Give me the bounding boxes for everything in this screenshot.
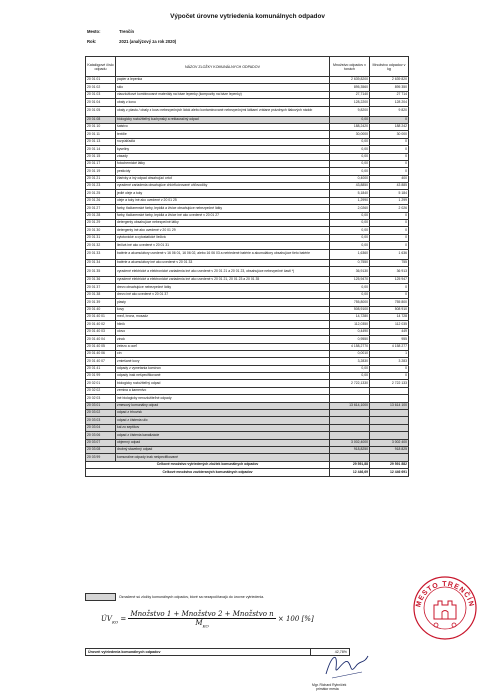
table-cell-code: 20 01 04 [86, 99, 116, 106]
formula-denominator: $M_{KO}$ [195, 619, 209, 629]
formula-rhs: × 100 [%] [277, 615, 314, 624]
table-cell-name: obaly z kovu [116, 99, 330, 106]
table-cell-kg: 0 [370, 365, 409, 372]
table-cell-name: pesticídy [116, 168, 330, 175]
table-cell-code: 20 01 03 [86, 91, 116, 98]
table-cell-tons: 3,2830 [330, 358, 370, 365]
table-cell-tons: 0,4000 [330, 175, 370, 182]
formula-lhs: $ÚV_{KO}$ = [101, 614, 129, 624]
table-cell-name: iné biologicky nerozložiteľné odpady [116, 395, 330, 402]
total-sorted-kg: 29 591 882 [370, 461, 409, 468]
table-cell-kg: 125 947 [370, 276, 409, 283]
table-cell-code: 20 01 19 [86, 168, 116, 175]
table-cell-kg: 0 [370, 212, 409, 219]
table-cell-name: objemný odpad [116, 439, 330, 446]
table-cell-tons: 0,4490 [330, 328, 370, 335]
col-header-tons: Množstvo odpadov v tonách [330, 57, 370, 77]
table-cell-name: drevo obsahujúce nebezpečné látky [116, 284, 330, 291]
table-cell-name: batérie a akumulátory iné ako uvedené v 20 01 33 [116, 259, 330, 266]
table-row [86, 116, 409, 123]
table-cell-name: šatstvo [116, 123, 330, 130]
table-cell-tons: 0,00 [330, 373, 370, 380]
table-cell-code: 20 03 99 [86, 454, 116, 461]
table-cell-tons [330, 387, 370, 394]
table-cell-code: 20 01 21 [86, 175, 116, 182]
table-row [86, 284, 409, 291]
table-cell-code: 20 01 02 [86, 84, 116, 91]
table-cell-tons: 4 158,2770 [330, 343, 370, 350]
table-cell-tons: 188,2420 [330, 123, 370, 130]
table-cell-name: odpad z čistenia kanalizácie [116, 432, 330, 439]
table-cell-name: meď, bronz, mosadz [116, 313, 330, 320]
table-cell-tons: 0,00 [330, 234, 370, 241]
table-cell-name: kovy [116, 306, 330, 313]
table-cell-kg: 755 [370, 259, 409, 266]
table-row [86, 84, 409, 91]
table-cell-tons: 125,9470 [330, 276, 370, 283]
table-cell-kg: 2 026 [370, 205, 409, 212]
table-cell-tons: 14,7280 [330, 313, 370, 320]
table-row [86, 266, 409, 276]
table-row [86, 306, 409, 313]
table-cell-kg [370, 417, 409, 424]
table-cell-name: biologicky rozložiteľný kuchynský a reštauračný odpad [116, 116, 330, 123]
result-label: Úroveň vytriedenia komunálnych odpadov [86, 649, 311, 656]
table-cell-code: 20 01 10 [86, 123, 116, 130]
table-cell-name: textílie [116, 131, 330, 138]
table-cell-name: detergenty obsahujúce nebezpečné látky [116, 220, 330, 227]
table-row [86, 183, 409, 190]
total-sorted-tons: 29 591,88 [330, 461, 370, 468]
table-row [86, 234, 409, 241]
table-cell-tons: 0,00 [330, 242, 370, 249]
table-cell-kg: 0 [370, 116, 409, 123]
table-cell-name: zmesový komunálny odpad [116, 402, 330, 409]
table-header-row [86, 57, 409, 77]
city-label: Mesto: [87, 29, 101, 34]
table-row [86, 328, 409, 335]
table-cell-kg: 1 636 [370, 249, 409, 259]
table-cell-name: jedlé oleje a tuky [116, 190, 330, 197]
table-row [86, 249, 409, 259]
table-cell-tons: 13 614,1000 [330, 402, 370, 409]
table-row [86, 259, 409, 266]
table-cell-code: 20 01 15 [86, 153, 116, 160]
table-row [86, 313, 409, 320]
table-cell-name: oleje a tuky iné ako uvedené v 20 01 25 [116, 197, 330, 204]
table-cell-name: zinok [116, 336, 330, 343]
table-row [86, 227, 409, 234]
shade-swatch [85, 593, 116, 601]
table-cell-code: 20 01 30 [86, 227, 116, 234]
table-row [86, 106, 409, 116]
table-cell-kg: 1 299 [370, 197, 409, 204]
table-cell-name: drobný stavebný odpad [116, 446, 330, 453]
table-cell-name: hliník [116, 321, 330, 328]
table-cell-code: 20 01 25 [86, 190, 116, 197]
table-cell-tons: 0,00 [330, 220, 370, 227]
table-cell-tons: 0,00 [330, 138, 370, 145]
table-cell-kg [370, 387, 409, 394]
table-row [86, 197, 409, 204]
year-value: 2021 (analýzový za rok 2020) [119, 39, 177, 44]
table-cell-tons: 918,8250 [330, 446, 370, 453]
table-cell-kg: 112 035 [370, 321, 409, 328]
table-cell-kg: 0 [370, 168, 409, 175]
table-cell-code: 20 01 34 [86, 259, 116, 266]
table-row [86, 373, 409, 380]
table-cell-kg: 0 [370, 220, 409, 227]
table-cell-kg: 755 800 [370, 299, 409, 306]
total-sorted-row [86, 461, 409, 468]
table-cell-code: 20 01 32 [86, 242, 116, 249]
table-row [86, 365, 409, 372]
table-cell-kg: 4 158 277 [370, 343, 409, 350]
table-cell-tons [330, 432, 370, 439]
formula-fraction [128, 610, 275, 628]
legend-note [85, 593, 408, 601]
table-cell-code: 20 01 37 [86, 284, 116, 291]
table-cell-code: 20 01 11 [86, 131, 116, 138]
table-cell-code: 20 01 40 04 [86, 336, 116, 343]
table-cell-tons [330, 395, 370, 402]
table-cell-kg: 400 [370, 175, 409, 182]
table-cell-tons: 2,0260 [330, 205, 370, 212]
table-cell-name: cín [116, 350, 330, 357]
table-cell-code: 20 03 06 [86, 432, 116, 439]
table-cell-code: 20 01 40 07 [86, 358, 116, 365]
table-row [86, 160, 409, 167]
table-row [86, 402, 409, 409]
col-header-code: Katalógové číslo odpadu [86, 57, 116, 77]
table-cell-tons: 9,8200 [330, 106, 370, 116]
table-cell-kg: 2 722 133 [370, 380, 409, 387]
table-cell-kg: 449 [370, 328, 409, 335]
signature [322, 648, 372, 682]
table-cell-kg: 13 614 100 [370, 402, 409, 409]
table-row [86, 190, 409, 197]
table-cell-kg: 0 [370, 227, 409, 234]
table-cell-code: 20 01 40 [86, 306, 116, 313]
table-cell-name: farby, tlačiarenské farby, lepidlá a živice iné ako uvedené v 20 01 27 [116, 212, 330, 219]
table-cell-name: cytotoxické a cytostatické liečivá [116, 234, 330, 241]
table-cell-kg [370, 454, 409, 461]
table-cell-code: 20 01 31 [86, 234, 116, 241]
table-cell-code: 20 01 40 03 [86, 328, 116, 335]
table-row [86, 410, 409, 417]
table-cell-name: farby, tlačiarenské farby, lepidlá a živice obsahujúce nebezpečné látky [116, 205, 330, 212]
table-cell-kg: 508 910 [370, 306, 409, 313]
table-cell-tons: 128,2200 [330, 99, 370, 106]
table-cell-code: 20 01 14 [86, 146, 116, 153]
year-label: Rok: [87, 39, 97, 44]
table-cell-name: plasty [116, 299, 330, 306]
table-row [86, 212, 409, 219]
table-cell-tons: 3 002,4000 [330, 439, 370, 446]
table-cell-code: 20 03 01 [86, 402, 116, 409]
col-header-name: NÁZOV ZLOŽKY KOMUNÁLNYCH ODPADOV [116, 57, 330, 77]
total-collected-tons: 12 446,69 [330, 469, 370, 476]
table-cell-name: vyradené zariadenia obsahujúce chlórfluórované uhľovodíky [116, 183, 330, 190]
table-cell-kg: 30 000 [370, 131, 409, 138]
table-row [86, 242, 409, 249]
table-cell-tons: 755,8000 [330, 299, 370, 306]
table-row [86, 336, 409, 343]
table-cell-tons: 0,0010 [330, 350, 370, 357]
table-cell-code: 20 02 03 [86, 395, 116, 402]
table-cell-tons: 0,00 [330, 116, 370, 123]
table-row [86, 99, 409, 106]
document-title: Výpočet úrovne vytriedenia komunálnych odpadov [170, 13, 325, 20]
table-cell-code: 20 01 01 [86, 77, 116, 84]
table-cell-name: fotochemické látky [116, 160, 330, 167]
table-cell-name: vyradené elektrické a elektronické zariadenia iné ako uvedené v 20 01 21, 20 01 23 a 20 01 35 [116, 276, 330, 283]
table-cell-tons: 30,0000 [330, 131, 370, 138]
table-row [86, 138, 409, 145]
table-cell-kg: 0 [370, 160, 409, 167]
table-cell-tons: 27,7140 [330, 91, 370, 98]
table-cell-code: 20 03 03 [86, 417, 116, 424]
table-cell-code: 20 01 35 [86, 266, 116, 276]
table-cell-code: 20 03 08 [86, 446, 116, 453]
table-row [86, 291, 409, 298]
year-row [87, 39, 176, 44]
table-row [86, 146, 409, 153]
table-cell-tons: 0,00 [330, 284, 370, 291]
table-cell-code: 20 01 40 06 [86, 350, 116, 357]
table-cell-name: komunálne odpady inak nešpecifikované [116, 454, 330, 461]
signer-block [312, 683, 346, 692]
city-value: Trenčín [119, 29, 135, 34]
table-cell-kg: 0 [370, 242, 409, 249]
table-cell-tons: 508,9100 [330, 306, 370, 313]
waste-table [85, 56, 409, 477]
table-cell-kg: 895 350 [370, 84, 409, 91]
result-table [85, 648, 350, 656]
total-collected-row [86, 469, 409, 476]
table-cell-tons: 0,00 [330, 168, 370, 175]
table-cell-tons: 0,00 [330, 153, 370, 160]
table-cell-code: 20 01 41 [86, 365, 116, 372]
total-sorted-label: Celkové množstvo vytriedených zložiek komunálnych odpadov [86, 461, 330, 468]
table-row [86, 299, 409, 306]
table-cell-kg: 0 [370, 138, 409, 145]
table-cell-name: odpady z vymetania komínov [116, 365, 330, 372]
table-cell-kg: 0 [370, 146, 409, 153]
table-cell-name: detergenty iné ako uvedené v 20 01 29 [116, 227, 330, 234]
formula-numerator: Množstvo 1 + Množstvo 2 + Množstvo n [130, 610, 274, 618]
table-cell-kg: 36 913 [370, 266, 409, 276]
table-cell-kg: 0 [370, 234, 409, 241]
signer-name: Mgr. Richard Rybníček [312, 683, 347, 687]
table-cell-tons: 1,2990 [330, 197, 370, 204]
table-cell-tons [330, 454, 370, 461]
table-cell-name: sklo [116, 84, 330, 91]
table-cell-code: 20 03 07 [86, 439, 116, 446]
table-cell-name: vyradené elektrické a elektronické zariadenia iné ako uvedené v 20 01 21 a 20 01 23, obsahujúce nebezpečné časti *) [116, 266, 330, 276]
table-row [86, 417, 409, 424]
table-cell-code: 20 02 02 [86, 387, 116, 394]
formula [101, 610, 314, 628]
table-row [86, 424, 409, 431]
table-cell-name: viaczložkové kombinované materiály na báze lepenky (kompozity na báze lepenky) [116, 91, 330, 98]
table-cell-code: 20 01 38 [86, 291, 116, 298]
table-cell-name: zmiešané kovy [116, 358, 330, 365]
table-cell-kg: 9 820 [370, 106, 409, 116]
table-row [86, 276, 409, 283]
table-cell-kg: 918 825 [370, 446, 409, 453]
table-cell-name: odpad z čistenia ulíc [116, 417, 330, 424]
table-cell-kg: 0 [370, 153, 409, 160]
stamp-text: MESTO TRENČÍN [415, 580, 475, 608]
table-cell-code: 20 01 40 02 [86, 321, 116, 328]
table-cell-code: 20 01 39 [86, 299, 116, 306]
table-cell-code: 20 01 33 [86, 249, 116, 259]
table-cell-name: zemina a kamenivo [116, 387, 330, 394]
table-row [86, 454, 409, 461]
table-cell-tons: 2 722,1330 [330, 380, 370, 387]
table-row [86, 168, 409, 175]
table-cell-name: odpady inak nešpecifikované [116, 373, 330, 380]
table-cell-code: 20 01 29 [86, 220, 116, 227]
table-cell-tons: 895,3560 [330, 84, 370, 91]
table-row [86, 321, 409, 328]
table-cell-kg: 0 [370, 373, 409, 380]
table-cell-tons: 43,8850 [330, 183, 370, 190]
table-cell-code: 20 03 04 [86, 424, 116, 431]
table-cell-kg [370, 432, 409, 439]
table-cell-name: zásady [116, 153, 330, 160]
table-cell-name: odpad z trhovísk [116, 410, 330, 417]
table-row [86, 220, 409, 227]
table-cell-tons: 0,00 [330, 160, 370, 167]
table-row [86, 175, 409, 182]
table-cell-kg: 5 184 [370, 190, 409, 197]
table-row [86, 153, 409, 160]
table-cell-name: batérie a akumulátory uvedené v 16 06 01, 16 06 02, alebo 16 06 03 a netriedené batérie a akumulátory obsahujúce tieto batérie [116, 249, 330, 259]
table-cell-kg: 14 728 [370, 313, 409, 320]
table-cell-code: 20 03 02 [86, 410, 116, 417]
table-cell-kg: 3 283 [370, 358, 409, 365]
table-cell-kg: 2 639 820 [370, 77, 409, 84]
table-cell-tons [330, 410, 370, 417]
table-cell-name: kyseliny [116, 146, 330, 153]
table-row [86, 131, 409, 138]
result-value: 42,78% [311, 649, 350, 656]
table-row [86, 91, 409, 98]
table-cell-code: 20 01 26 [86, 197, 116, 204]
table-cell-tons: 0,00 [330, 365, 370, 372]
table-cell-kg [370, 410, 409, 417]
table-row [86, 432, 409, 439]
table-cell-tons: 112,0350 [330, 321, 370, 328]
table-cell-code: 20 02 01 [86, 380, 116, 387]
table-cell-kg: 1 [370, 350, 409, 357]
city-row [87, 29, 134, 34]
table-cell-code: 20 01 05 [86, 106, 116, 116]
table-cell-code: 20 01 23 [86, 183, 116, 190]
table-cell-tons: 0,00 [330, 227, 370, 234]
table-cell-name: olovo [116, 328, 330, 335]
table-cell-code: 20 01 40 01 [86, 313, 116, 320]
table-cell-kg: 128 204 [370, 99, 409, 106]
table-cell-code: 20 01 08 [86, 116, 116, 123]
table-cell-code: 20 01 17 [86, 160, 116, 167]
table-cell-name: biologicky rozložiteľný odpad [116, 380, 330, 387]
table-cell-name: žiarivky a iný odpad obsahujúci ortuť [116, 175, 330, 182]
table-row [86, 439, 409, 446]
table-cell-kg: 0 [370, 291, 409, 298]
table-row [86, 350, 409, 357]
table-cell-tons: 0,00 [330, 212, 370, 219]
table-cell-kg: 43 885 [370, 183, 409, 190]
table-row [86, 395, 409, 402]
table-cell-code: 20 01 99 [86, 373, 116, 380]
table-cell-tons [330, 417, 370, 424]
table-cell-code: 20 01 27 [86, 205, 116, 212]
table-cell-tons: 0,00 [330, 291, 370, 298]
table-row [86, 123, 409, 130]
table-cell-kg: 955 [370, 336, 409, 343]
table-row [86, 358, 409, 365]
table-cell-name: kal zo septikov [116, 424, 330, 431]
table-cell-tons: 0,00 [330, 146, 370, 153]
table-cell-name: rozpúšťadlá [116, 138, 330, 145]
table-cell-kg: 3 002 400 [370, 439, 409, 446]
city-stamp [412, 575, 478, 641]
table-cell-tons: 5,1840 [330, 190, 370, 197]
signer-role: primátor mesta [316, 687, 339, 692]
table-row [86, 343, 409, 350]
table-row [86, 205, 409, 212]
table-cell-kg: 188 242 [370, 123, 409, 130]
total-collected-kg: 12 446 691 [370, 469, 409, 476]
table-cell-kg [370, 395, 409, 402]
table-cell-code: 20 01 13 [86, 138, 116, 145]
table-cell-code: 20 01 28 [86, 212, 116, 219]
table-cell-tons: 0,7550 [330, 259, 370, 266]
total-collected-label: Celkové množstvo zozbieraných komunálnych odpadov [86, 469, 330, 476]
table-cell-tons: 36,9130 [330, 266, 370, 276]
table-cell-name: obaly z plastu / obaly z kovu nebezpečných látok alebo kontaminované nebezpečnými látkami vrátane prázdnych tlakových nádob [116, 106, 330, 116]
table-cell-code: 20 01 36 [86, 276, 116, 283]
table-cell-tons: 0,9550 [330, 336, 370, 343]
table-cell-name: papier a lepenka [116, 77, 330, 84]
table-cell-name: drevo iné ako uvedené v 20 01 37 [116, 291, 330, 298]
col-header-kg: Množstvo odpadov v kg [370, 57, 409, 77]
table-cell-tons: 2 639,8200 [330, 77, 370, 84]
table-row [86, 387, 409, 394]
table-row [86, 380, 409, 387]
table-cell-kg [370, 424, 409, 431]
legend-note-text: Označené sú zložky komunálnych odpadov, ktoré sa nezapočítavajú do úrovne vytriedenia. [119, 594, 265, 599]
table-cell-tons: 1,6360 [330, 249, 370, 259]
table-cell-code: 20 01 40 05 [86, 343, 116, 350]
table-cell-name: železo a oceľ [116, 343, 330, 350]
table-row [86, 446, 409, 453]
table-cell-kg: 0 [370, 284, 409, 291]
table-cell-kg: 27 714 [370, 91, 409, 98]
table-cell-name: liečivá iné ako uvedené v 20 01 31 [116, 242, 330, 249]
table-cell-tons [330, 424, 370, 431]
table-row [86, 77, 409, 84]
